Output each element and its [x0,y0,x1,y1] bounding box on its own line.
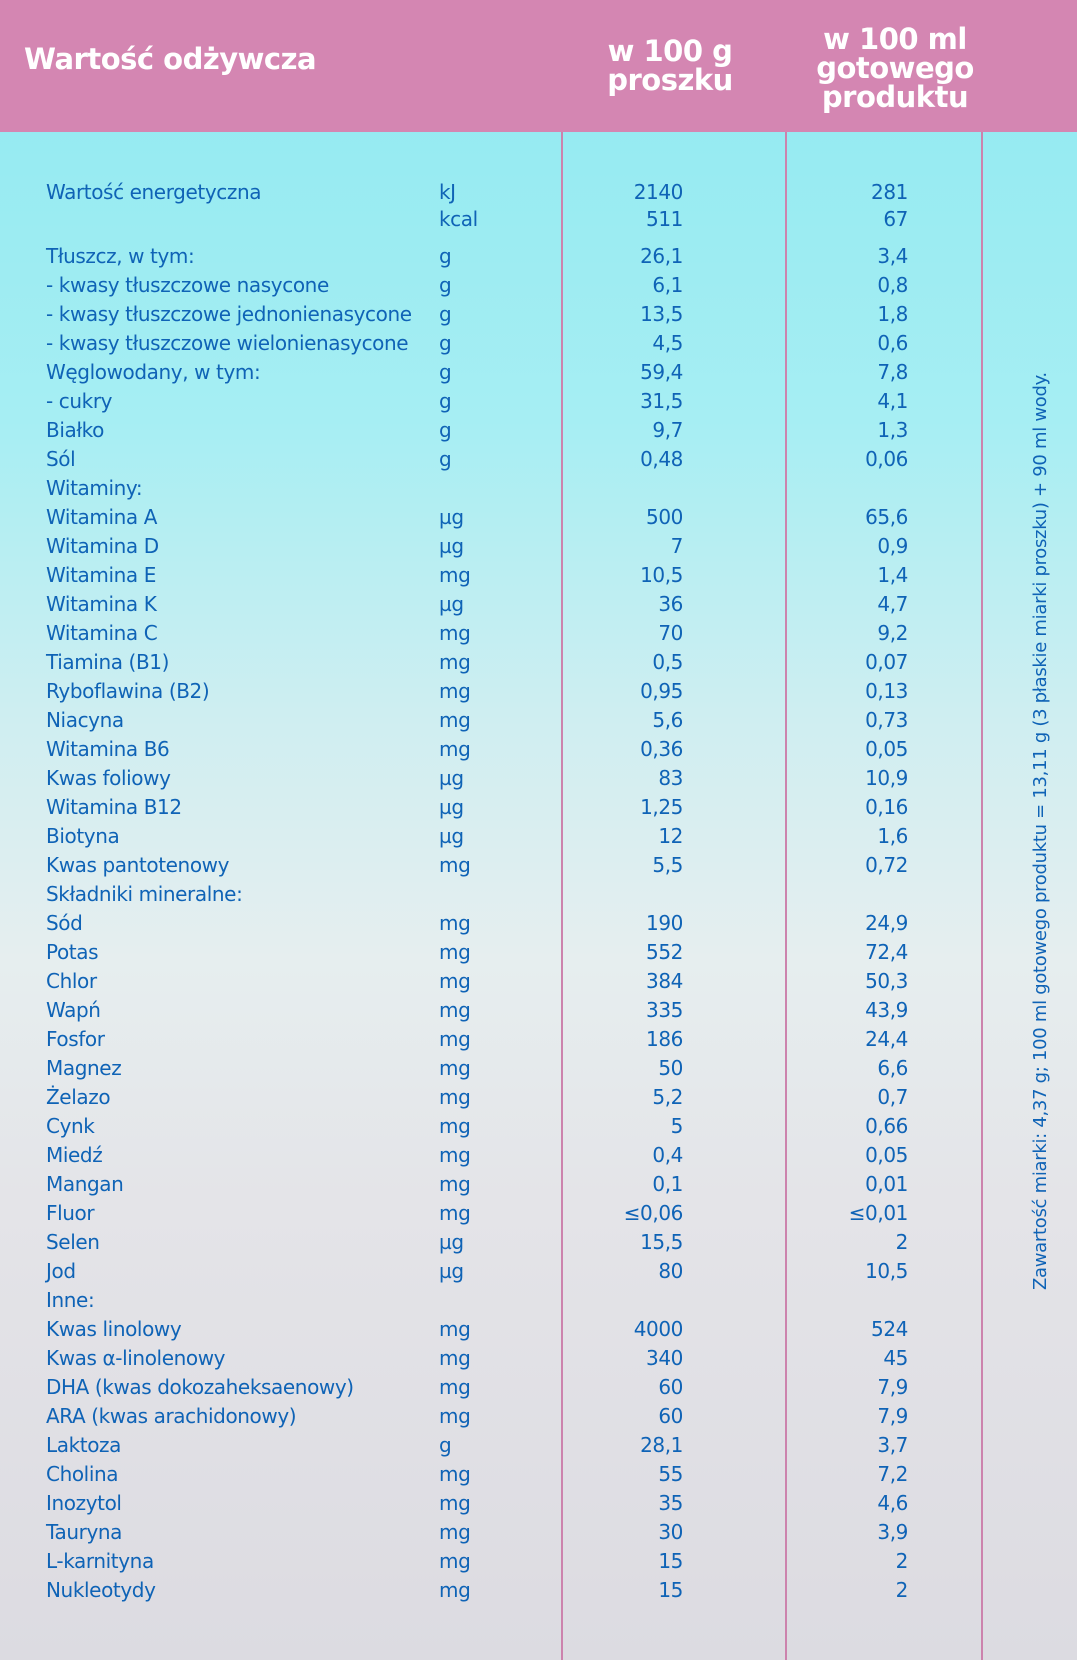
row-value-100g: ≤0,06 [623,1201,683,1225]
table-row [0,329,1077,358]
row-value-100ml: 7,9 [877,1404,908,1428]
row-name: Witamina B6 [46,737,170,761]
row-value-100g: 80 [658,1259,683,1283]
row-value-100ml: 1,6 [877,824,908,848]
row-name: Witamina B12 [46,795,182,819]
row-name: Żelazo [46,1085,111,1109]
row-unit: mg [439,1085,471,1109]
table-row [0,1373,1077,1402]
row-unit: mg [439,1172,471,1196]
row-value-100g: 186 [646,1027,683,1051]
row-value-100g: 50 [658,1056,683,1080]
table-row [0,648,1077,677]
table-row [0,938,1077,967]
table-row [0,358,1077,387]
table-row [0,205,1077,234]
column-header-100g-line2: proszku [607,63,733,97]
row-value-100ml: 0,66 [865,1114,908,1138]
row-name: Wartość energetyczna [46,180,262,204]
row-value-100g: 10,5 [640,563,683,587]
row-value-100g: 0,5 [652,650,683,674]
row-value-100ml: 2 [895,1578,908,1602]
row-name: Cynk [46,1114,95,1138]
row-unit: µg [439,534,464,558]
row-value-100g: 340 [646,1346,683,1370]
row-name: Mangan [46,1172,124,1196]
row-name: Fluor [46,1201,95,1225]
row-name: Białko [46,418,104,442]
row-name: Inozytol [46,1491,122,1515]
row-unit: kJ [439,180,456,204]
row-value-100ml: 7,8 [877,360,908,384]
row-value-100ml: 3,4 [877,244,908,268]
page-title: Wartość odżywcza [24,42,317,76]
row-value-100g: 12 [658,824,683,848]
row-value-100ml: 65,6 [865,505,908,529]
row-unit: µg [439,592,464,616]
row-value-100ml: 0,06 [865,447,908,471]
row-value-100ml: 72,4 [865,940,908,964]
table-row [0,1489,1077,1518]
row-name: - kwasy tłuszczowe nasycone [46,273,329,297]
row-name: Laktoza [46,1433,122,1457]
table-row [0,474,1077,503]
table-row [0,793,1077,822]
row-unit: µg [439,1230,464,1254]
row-value-100ml: 9,2 [877,621,908,645]
table-row [0,1344,1077,1373]
column-header-100g-line1: w 100 g [607,34,733,68]
row-name: Kwas pantotenowy [46,853,230,877]
row-value-100g: 0,48 [640,447,683,471]
row-unit: mg [439,679,471,703]
table-row [0,590,1077,619]
row-unit: g [439,331,452,355]
row-value-100ml: 0,16 [865,795,908,819]
row-unit: mg [439,1346,471,1370]
row-unit: g [439,244,452,268]
table-row [0,1199,1077,1228]
row-value-100g: 552 [646,940,683,964]
table-row [0,1228,1077,1257]
row-value-100ml: 7,2 [877,1462,908,1486]
row-value-100g: 13,5 [640,302,683,326]
table-row [0,178,1077,205]
table-row [0,1518,1077,1547]
row-value-100ml: 50,3 [865,969,908,993]
table-row [0,445,1077,474]
row-name: Fosfor [46,1027,105,1051]
row-value-100ml: 43,9 [865,998,908,1022]
row-name: Ryboflawina (B2) [46,679,210,703]
table-row [0,1025,1077,1054]
row-unit: mg [439,1056,471,1080]
row-value-100g: 190 [646,911,683,935]
row-value-100ml: 4,7 [877,592,908,616]
row-unit: mg [439,708,471,732]
column-header-100ml-line3: produktu [821,80,969,114]
row-unit: mg [439,1520,471,1544]
row-name: ARA (kwas arachidonowy) [46,1404,297,1428]
row-value-100ml: 6,6 [877,1056,908,1080]
row-name: Sól [46,447,76,471]
row-value-100ml: 3,9 [877,1520,908,1544]
row-unit: mg [439,1114,471,1138]
row-name: Witamina A [46,505,158,529]
row-name: Inne: [46,1288,95,1312]
table-row [0,1112,1077,1141]
row-name: Witamina C [46,621,158,645]
table-row [0,1460,1077,1489]
table-row [0,909,1077,938]
row-value-100g: 9,7 [652,418,683,442]
row-name: Witamina D [46,534,159,558]
row-value-100g: 4000 [633,1317,683,1341]
row-name: Wapń [46,998,101,1022]
row-unit: g [439,389,452,413]
row-value-100ml: 0,72 [865,853,908,877]
row-value-100g: 2140 [633,180,683,204]
table-header [0,0,1077,132]
row-value-100g: 5,5 [652,853,683,877]
row-name: Witaminy: [46,476,143,500]
row-value-100g: 7 [670,534,683,558]
row-name: Składniki mineralne: [46,882,243,906]
serving-note: Zawartość miarki: 4,37 g; 100 ml gotowego produktu = 13,11 g (3 płaskie miarki proszku) + 90 ml wody. [1030,372,1051,1290]
table-row [0,387,1077,416]
row-unit: mg [439,1201,471,1225]
row-value-100ml: 24,9 [865,911,908,935]
row-value-100ml: 0,6 [877,331,908,355]
table-row [0,880,1077,909]
row-unit: µg [439,1259,464,1283]
row-value-100g: 0,1 [652,1172,683,1196]
row-name: Tiamina (B1) [46,650,169,674]
column-header-100ml-line2: gotowego [816,51,974,85]
row-value-100ml: 0,9 [877,534,908,558]
row-value-100g: 5,6 [652,708,683,732]
row-value-100g: 59,4 [640,360,683,384]
nutrition-table [0,178,1077,1605]
row-value-100ml: 524 [871,1317,908,1341]
row-unit: mg [439,1375,471,1399]
column-header-100ml-line1: w 100 ml [823,22,967,56]
table-row [0,764,1077,793]
row-name: Miedź [46,1143,103,1167]
row-value-100g: 5 [670,1114,683,1138]
row-value-100g: 30 [658,1520,683,1544]
row-value-100ml: 281 [871,180,908,204]
row-name: Magnez [46,1056,122,1080]
column-header-100g [565,34,775,97]
row-value-100g: 384 [646,969,683,993]
row-value-100g: 55 [658,1462,683,1486]
row-value-100ml: 45 [883,1346,908,1370]
row-name: Kwas foliowy [46,766,171,790]
row-value-100ml: 1,4 [877,563,908,587]
row-name: L-karnityna [46,1549,154,1573]
row-name: Chlor [46,969,97,993]
table-row [0,996,1077,1025]
row-name: Biotyna [46,824,120,848]
table-row [0,1315,1077,1344]
row-value-100ml: 0,73 [865,708,908,732]
row-value-100g: 35 [658,1491,683,1515]
row-name: Tłuszcz, w tym: [46,244,195,268]
row-unit: mg [439,911,471,935]
row-value-100ml: 0,05 [865,737,908,761]
row-unit: g [439,1433,452,1457]
row-name: Kwas α-linolenowy [46,1346,226,1370]
row-value-100g: 511 [646,207,683,231]
row-name: Tauryna [46,1520,123,1544]
row-value-100g: 15 [658,1578,683,1602]
row-unit: mg [439,1578,471,1602]
table-row [0,706,1077,735]
row-value-100ml: 0,13 [865,679,908,703]
table-row [0,503,1077,532]
row-unit: mg [439,621,471,645]
row-value-100ml: 0,01 [865,1172,908,1196]
row-unit: mg [439,940,471,964]
row-value-100g: 335 [646,998,683,1022]
row-unit: µg [439,795,464,819]
table-row [0,822,1077,851]
table-row [0,271,1077,300]
row-value-100ml: ≤0,01 [848,1201,908,1225]
table-row [0,416,1077,445]
row-unit: mg [439,1462,471,1486]
row-value-100ml: 1,3 [877,418,908,442]
row-name: Kwas linolowy [46,1317,182,1341]
table-row [0,1257,1077,1286]
table-row [0,300,1077,329]
row-unit: mg [439,1027,471,1051]
row-name: Niacyna [46,708,124,732]
row-unit: mg [439,969,471,993]
row-name: Witamina E [46,563,156,587]
row-unit: g [439,302,452,326]
row-name: Nukleotydy [46,1578,156,1602]
table-row [0,735,1077,764]
row-name: - cukry [46,389,113,413]
row-name: - kwasy tłuszczowe jednonienasycone [46,302,412,326]
row-unit: mg [439,1404,471,1428]
row-name: Selen [46,1230,100,1254]
row-name: Potas [46,940,99,964]
row-unit: g [439,447,452,471]
row-unit: g [439,360,452,384]
row-value-100ml: 0,07 [865,650,908,674]
row-value-100g: 60 [658,1375,683,1399]
table-row [0,619,1077,648]
row-value-100g: 31,5 [640,389,683,413]
row-unit: µg [439,824,464,848]
row-unit: mg [439,563,471,587]
column-header-100ml [785,22,1005,114]
row-value-100ml: 10,5 [865,1259,908,1283]
row-value-100ml: 7,9 [877,1375,908,1399]
row-value-100ml: 10,9 [865,766,908,790]
row-unit: mg [439,1317,471,1341]
row-value-100g: 5,2 [652,1085,683,1109]
row-value-100ml: 4,1 [877,389,908,413]
row-unit: mg [439,998,471,1022]
table-row [0,1170,1077,1199]
row-unit: mg [439,737,471,761]
row-value-100g: 0,36 [640,737,683,761]
row-value-100g: 26,1 [640,244,683,268]
row-unit: mg [439,853,471,877]
row-name: DHA (kwas dokozaheksaenowy) [46,1375,354,1399]
row-value-100ml: 67 [883,207,908,231]
table-row [0,967,1077,996]
row-unit: kcal [439,207,478,231]
row-unit: g [439,418,452,442]
row-value-100ml: 2 [895,1549,908,1573]
row-value-100g: 0,95 [640,679,683,703]
row-unit: mg [439,1491,471,1515]
row-value-100g: 15 [658,1549,683,1573]
row-value-100ml: 1,8 [877,302,908,326]
row-unit: mg [439,1549,471,1573]
row-unit: g [439,273,452,297]
table-row [0,1083,1077,1112]
row-unit: µg [439,505,464,529]
table-row [0,1141,1077,1170]
row-value-100g: 60 [658,1404,683,1428]
row-value-100g: 4,5 [652,331,683,355]
table-row [0,1402,1077,1431]
table-row [0,851,1077,880]
row-name: Sód [46,911,83,935]
row-value-100ml: 0,8 [877,273,908,297]
table-row [0,561,1077,590]
row-name: Cholina [46,1462,119,1486]
row-value-100g: 500 [646,505,683,529]
row-value-100ml: 4,6 [877,1491,908,1515]
row-value-100g: 1,25 [640,795,683,819]
row-value-100ml: 3,7 [877,1433,908,1457]
row-name: Węglowodany, w tym: [46,360,261,384]
row-name: - kwasy tłuszczowe wielonienasycone [46,331,409,355]
row-value-100ml: 24,4 [865,1027,908,1051]
row-value-100g: 0,4 [652,1143,683,1167]
row-value-100g: 6,1 [652,273,683,297]
table-row [0,1431,1077,1460]
row-value-100g: 70 [658,621,683,645]
row-value-100g: 36 [658,592,683,616]
table-row [0,1576,1077,1605]
row-value-100ml: 0,05 [865,1143,908,1167]
table-row [0,532,1077,561]
row-name: Witamina K [46,592,157,616]
row-value-100g: 28,1 [640,1433,683,1457]
table-row [0,1286,1077,1315]
row-value-100ml: 0,7 [877,1085,908,1109]
table-row [0,1547,1077,1576]
row-unit: µg [439,766,464,790]
row-unit: mg [439,1143,471,1167]
row-value-100ml: 2 [895,1230,908,1254]
row-name: Jod [46,1259,76,1283]
row-value-100g: 15,5 [640,1230,683,1254]
table-row [0,242,1077,271]
row-value-100g: 83 [658,766,683,790]
row-unit: mg [439,650,471,674]
table-row [0,677,1077,706]
table-row [0,1054,1077,1083]
